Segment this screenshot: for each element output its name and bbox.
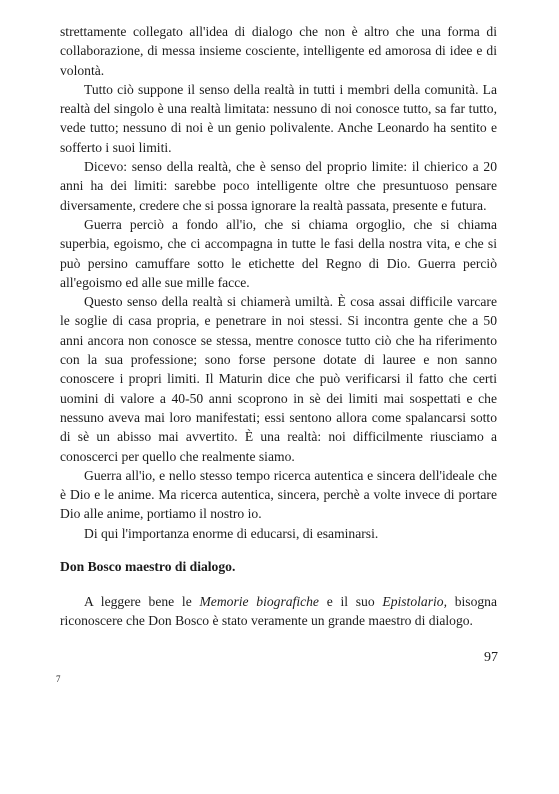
page-number: 97 (484, 650, 498, 665)
paragraph (60, 592, 497, 631)
paragraph: Questo senso della realtà si chiamerà umiltà. È cosa assai difficile varcare le soglie di casa propria, e penetrare in noi stessi. Si incontra gente che a 50 anni ancora non conosce se stessa, mentre conosce tutto ciò che ha riferimento con la sua professione; sono forse persone dotate di lauree e non sanno conoscere i propri limiti. Il Maturin dice che può verificarsi il fatto che certi uomini di valore a 40-50 anni scoprono in sè dei limiti mai sospettati e che nessuno aveva mai loro manifestati; essi sentono allora come spalancarsi sotto di sè un abisso mai avvertito. È una realtà: noi difficilmente riusciamo a conoscerci per quello che realmente siamo. (60, 294, 497, 464)
section-heading: Don Bosco maestro di dialogo. (60, 559, 236, 574)
body-text (60, 22, 497, 543)
text-span: bisogna riconoscere che Don Bosco è stato veramente un grande maestro di dialogo. (60, 594, 497, 629)
section-text (60, 592, 497, 631)
text-span: A leggere bene le (84, 594, 200, 609)
paragraph: Di qui l'importanza enorme di educarsi, di esaminarsi. (84, 525, 379, 541)
signature-mark: 7 (56, 674, 61, 684)
paragraph: Guerra perciò a fondo all'io, che si chiama orgoglio, che si chiama superbia, egoismo, che ci accompagna in tutte le fasi della nostra vita, e che si può persino camuffare sotto le etichette del Regno di Dio. Guerra perciò all'egoismo ed alle sue mille facce. (60, 216, 497, 290)
paragraph: Guerra all'io, e nello stesso tempo ricerca autentica e sincera dell'ideale che è Dio e le anime. Ma ricerca autentica, sincera, perchè a volte invece di portare Dio alle anime, portiamo il nostro io. (60, 467, 497, 522)
book-title-epistolario: Epistolario, (382, 594, 447, 609)
paragraph: Tutto ciò suppone il senso della realtà in tutti i membri della comunità. La realtà del singolo è una realtà limitata: nessuno di noi conosce tutto, sa far tutto, vede tutto; nessuno di noi è un genio polivalente. Anche Leonardo ha sentito e sofferto i suoi limiti. (60, 81, 497, 155)
paragraph: Dicevo: senso della realtà, che è senso del proprio limite: il chierico a 20 anni ha dei limiti: sarebbe poco intelligente oltre che presuntuoso pensare diversamente, credere che si possa ignorare la realtà passata, presente e futura. (60, 159, 497, 213)
text-span: e il suo (318, 594, 383, 609)
paragraph: strettamente collegato all'idea di dialogo che non è altro che una forma di collaborazione, di messa insieme cosciente, intelligente ed amorosa di idee e di volontà. (60, 24, 497, 78)
book-title-memorie: Memorie biografiche (199, 594, 319, 609)
